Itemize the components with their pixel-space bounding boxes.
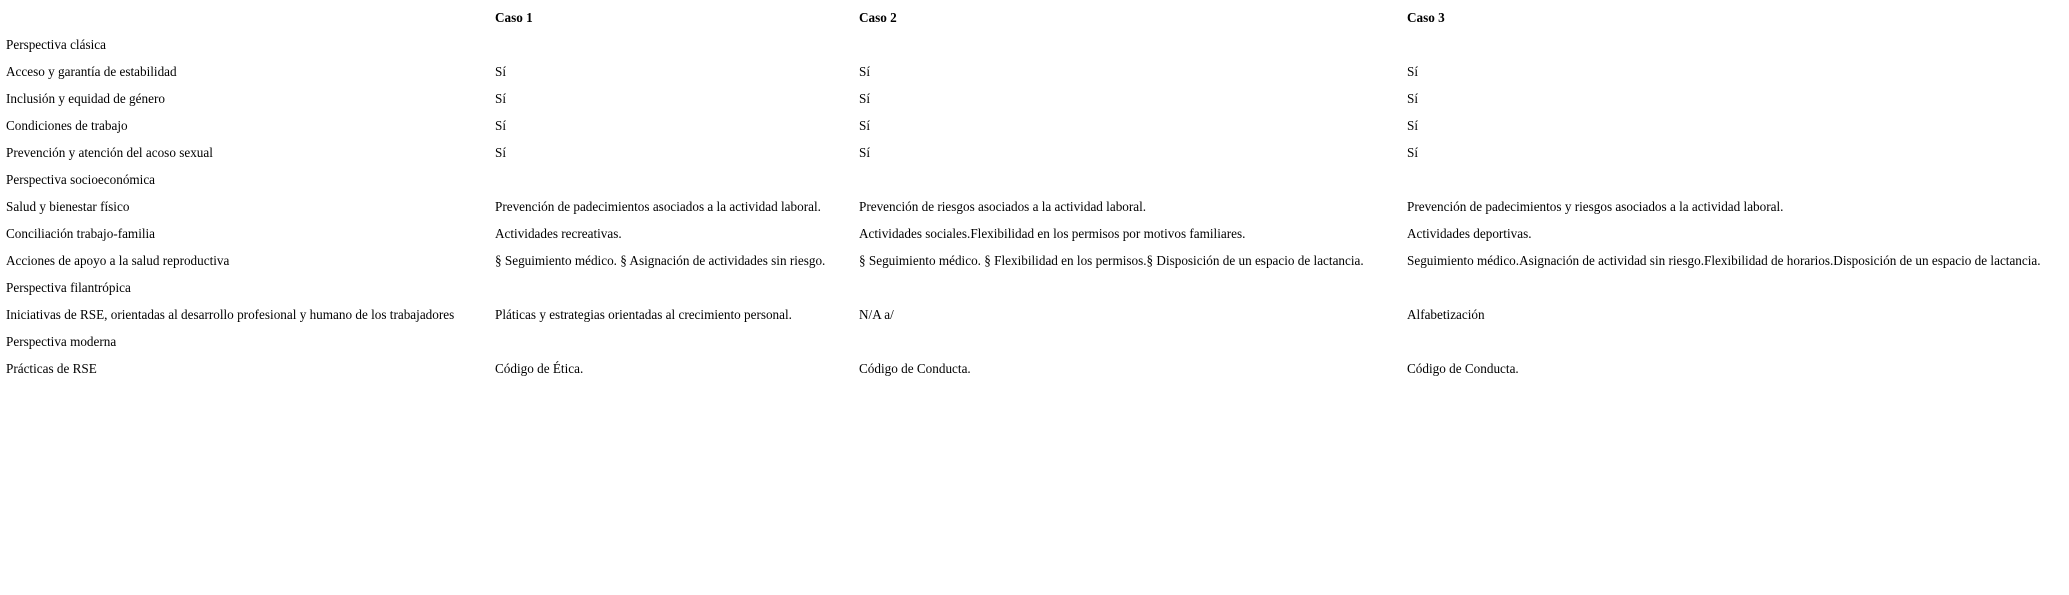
caso-3-cell: Alfabetización	[1407, 307, 1485, 322]
section-row	[6, 330, 2045, 357]
table-row	[6, 195, 2045, 222]
row-label: Prevención y atención del acoso sexual	[6, 145, 213, 160]
row-label: Perspectiva socioeconómica	[6, 172, 156, 187]
section-row	[6, 33, 2045, 60]
caso-3-cell: Seguimiento médico.Asignación de actividad sin riesgo.Flexibilidad de horarios.Disposición de un espacio de lactancia.	[1407, 253, 2041, 268]
caso-3-cell	[1407, 168, 2045, 195]
row-label: Condiciones de trabajo	[6, 118, 128, 133]
table-body	[6, 33, 2045, 384]
caso-3-cell	[1407, 276, 2045, 303]
caso-2-cell: Sí	[859, 145, 870, 160]
caso-1-cell	[495, 168, 859, 195]
caso-1-cell: Actividades recreativas.	[495, 226, 622, 241]
caso-3-cell: Prevención de padecimientos y riesgos asociados a la actividad laboral.	[1407, 199, 1784, 214]
caso-3-cell: Sí	[1407, 118, 1418, 133]
caso-1-cell: Sí	[495, 145, 506, 160]
caso-3-cell	[1407, 33, 2045, 60]
caso-3-cell: Sí	[1407, 64, 1418, 79]
comparison-table	[6, 6, 2045, 384]
caso-3-cell: Sí	[1407, 91, 1418, 106]
table-row	[6, 357, 2045, 384]
row-label: Perspectiva clásica	[6, 37, 106, 52]
section-row	[6, 276, 2045, 303]
caso-2-cell: Sí	[859, 91, 870, 106]
header-cell-caso-3: Caso 3	[1407, 10, 1445, 25]
caso-1-cell	[495, 33, 859, 60]
header-row	[6, 6, 2045, 33]
table-row	[6, 60, 2045, 87]
caso-2-cell	[859, 276, 1407, 303]
header-cell-empty	[6, 6, 495, 33]
caso-1-cell: Pláticas y estrategias orientadas al crecimiento personal.	[495, 307, 792, 322]
caso-3-cell: Actividades deportivas.	[1407, 226, 1532, 241]
row-label: Perspectiva moderna	[6, 334, 117, 349]
section-row	[6, 168, 2045, 195]
table-row	[6, 114, 2045, 141]
caso-1-cell: Sí	[495, 91, 506, 106]
row-label: Inclusión y equidad de género	[6, 91, 165, 106]
row-label: Conciliación trabajo-familia	[6, 226, 156, 241]
caso-1-cell	[495, 276, 859, 303]
caso-1-cell: Código de Ética.	[495, 361, 584, 376]
caso-3-cell: Código de Conducta.	[1407, 361, 1519, 376]
row-label: Iniciativas de RSE, orientadas al desarrollo profesional y humano de los trabajadores	[6, 307, 455, 322]
table-row	[6, 141, 2045, 168]
caso-2-cell: Actividades sociales.Flexibilidad en los permisos por motivos familiares.	[859, 226, 1246, 241]
caso-3-cell	[1407, 330, 2045, 357]
row-label: Perspectiva filantrópica	[6, 280, 131, 295]
caso-2-cell: § Seguimiento médico. § Flexibilidad en los permisos.§ Disposición de un espacio de lactancia.	[859, 253, 1364, 268]
table-row	[6, 87, 2045, 114]
caso-2-cell	[859, 330, 1407, 357]
header-cell-caso-1: Caso 1	[495, 10, 533, 25]
table-row	[6, 303, 2045, 330]
caso-1-cell: Prevención de padecimientos asociados a la actividad laboral.	[495, 199, 821, 214]
row-label: Acciones de apoyo a la salud reproductiva	[6, 253, 230, 268]
caso-1-cell: Sí	[495, 118, 506, 133]
table-row	[6, 222, 2045, 249]
header-cell-caso-2: Caso 2	[859, 10, 897, 25]
row-label: Salud y bienestar físico	[6, 199, 130, 214]
caso-2-cell	[859, 33, 1407, 60]
caso-2-cell	[859, 168, 1407, 195]
row-label: Prácticas de RSE	[6, 361, 97, 376]
caso-3-cell: Sí	[1407, 145, 1418, 160]
caso-1-cell: § Seguimiento médico. § Asignación de actividades sin riesgo.	[495, 253, 826, 268]
caso-1-cell	[495, 330, 859, 357]
caso-2-cell: Sí	[859, 64, 870, 79]
caso-2-cell: Prevención de riesgos asociados a la actividad laboral.	[859, 199, 1147, 214]
table-row	[6, 249, 2045, 276]
caso-2-cell: N/A a/	[859, 307, 894, 322]
caso-1-cell: Sí	[495, 64, 506, 79]
caso-2-cell: Código de Conducta.	[859, 361, 971, 376]
caso-2-cell: Sí	[859, 118, 870, 133]
row-label: Acceso y garantía de estabilidad	[6, 64, 177, 79]
